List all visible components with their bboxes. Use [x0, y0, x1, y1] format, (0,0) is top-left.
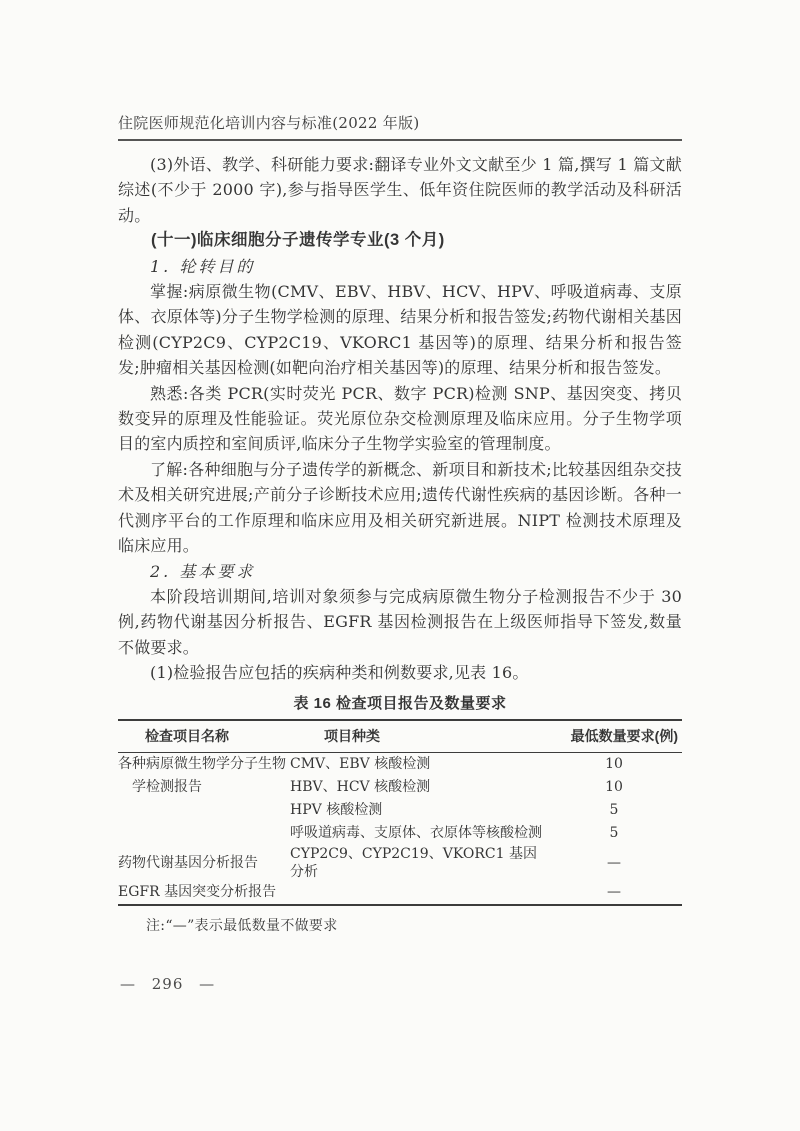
table-row	[118, 752, 682, 776]
paragraph-familiar: 熟悉:各类 PCR(实时荧光 PCR、数字 PCR)检测 SNP、基因突变、拷贝数变异的原理及性能验证。荧光原位杂交检测原理及临床应用。分子生物学项目的室内质控和室间质评,临床分子生物学实验室的管理制度。	[118, 383, 682, 454]
body-text	[118, 152, 682, 686]
cell-project: 药物代谢基因分析报告	[118, 854, 258, 871]
table-row	[118, 845, 682, 881]
paragraph-understand: 了解:各种细胞与分子遗传学的新概念、新项目和新技术;比较基因组杂交技术及相关研究进展;产前分子诊断技术应用;遗传代谢性疾病的基因诊断。各种一代测序平台的工作原理和临床应用及相关研究新进展。NIPT 检测技术原理及临床应用。	[118, 459, 682, 556]
cell-type: CMV、EBV 核酸检测	[290, 756, 431, 773]
cell-min: 5	[609, 802, 619, 819]
page-number: — 296 —	[120, 975, 216, 993]
report-requirements-table	[118, 719, 682, 906]
basic-requirements-heading: 2. 基本要求	[150, 561, 256, 581]
col-header-min-quantity: 最低数量要求(例)	[570, 728, 678, 745]
page-content	[118, 0, 682, 935]
cell-min: 5	[609, 825, 619, 842]
cell-min: 10	[605, 756, 623, 773]
cell-type: CYP2C9、CYP2C19、VKORC1 基因分析	[290, 845, 537, 880]
table-caption: 表 16 检查项目报告及数量要求	[293, 694, 507, 712]
paragraph-report-disease-types: (1)检验报告应包括的疾病种类和例数要求,见表 16。	[150, 663, 529, 683]
cell-project: 学检测报告	[132, 779, 202, 796]
cell-project: 各种病原微生物学分子生物	[118, 756, 286, 773]
table-header-row	[118, 720, 682, 753]
col-header-project-name: 检查项目名称	[145, 728, 229, 745]
table-row	[118, 799, 682, 822]
running-header: 住院医师规范化培训内容与标准(2022 年版)	[118, 113, 682, 141]
col-header-item-type: 项目种类	[324, 728, 380, 745]
paragraph-ability-requirements: (3)外语、教学、科研能力要求:翻译专业外文文献至少 1 篇,撰写 1 篇文献综述(不少于 2000 字),参与指导医学生、低年资住院医师的教学活动及科研活动。	[118, 155, 682, 225]
cell-project	[118, 799, 290, 822]
cell-type	[290, 881, 546, 905]
cell-type: HBV、HCV 核酸检测	[290, 779, 431, 796]
table-note: 注:“—”表示最低数量不做要求	[146, 917, 338, 934]
table-row	[118, 776, 682, 799]
paragraph-master: 掌握:病原微生物(CMV、EBV、HBV、HCV、HPV、呼吸道病毒、支原体、衣原体等)分子生物学检测的原理、结果分析和报告签发;药物代谢相关基因检测(CYP2C9、CYP2C19、VKORC1 基因等)的原理、结果分析和报告签发;肿瘤相关基因检测(如靶向治疗相关基因等)的原理、结果分析和报告签发。	[118, 282, 682, 378]
table-row	[118, 881, 682, 905]
section-heading-clinical-molecular-genetics: (十一)临床细胞分子遗传学专业(3 个月)	[151, 231, 445, 250]
cell-type: 呼吸道病毒、支原体、衣原体等核酸检测	[290, 825, 542, 842]
cell-type: HPV 核酸检测	[290, 802, 383, 819]
cell-min: —	[607, 854, 621, 871]
paragraph-training-volume: 本阶段培训期间,培训对象须参与完成病原微生物分子检测报告不少于 30 例,药物代谢基因分析报告、EGFR 基因检测报告在上级医师指导下签发,数量不做要求。	[118, 586, 682, 657]
cell-min: —	[607, 884, 621, 901]
cell-project	[118, 822, 290, 845]
rotation-purpose-heading: 1. 轮转目的	[150, 256, 256, 276]
table-row	[118, 822, 682, 845]
cell-project: EGFR 基因突变分析报告	[118, 884, 277, 901]
cell-min: 10	[605, 779, 623, 796]
